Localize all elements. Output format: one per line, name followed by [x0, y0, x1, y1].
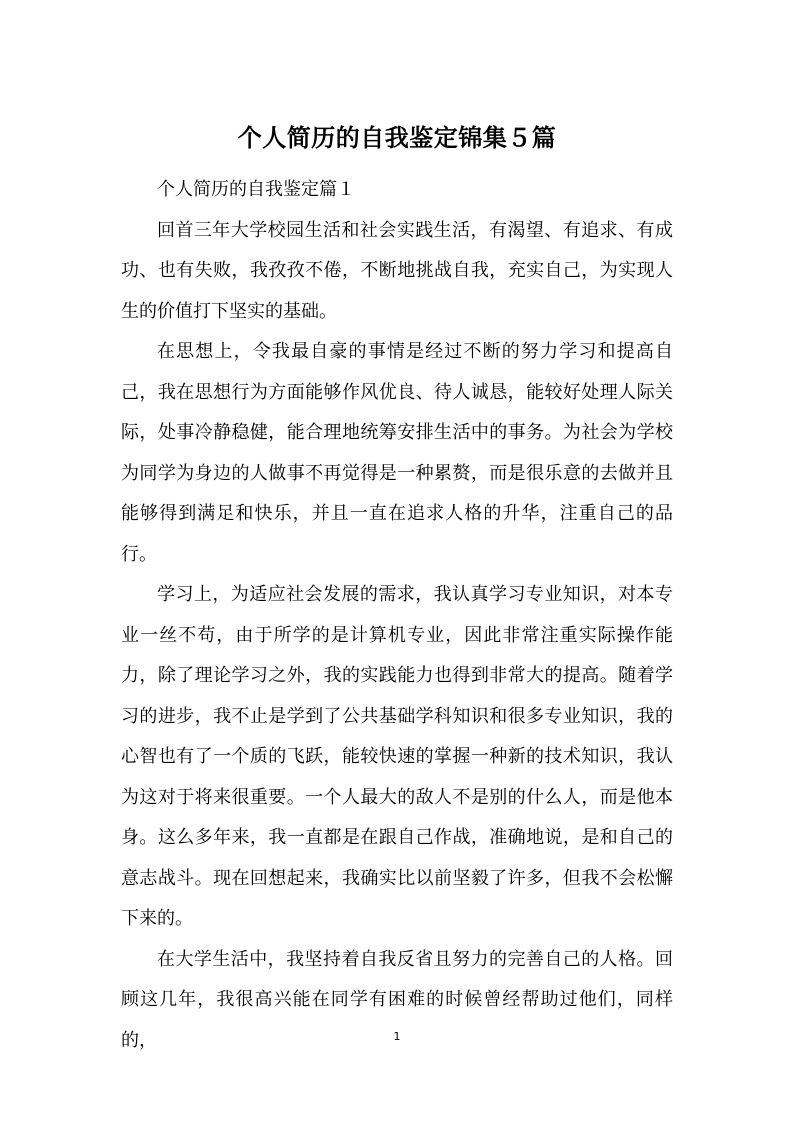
- section-heading: 个人简历的自我鉴定篇１: [157, 179, 355, 200]
- paragraph-3: 学习上，为适应社会发展的需求，我认真学习专业知识，对本专业一丝不苟，由于所学的是计算机专业，因此非常注重实际操作能力，除了理论学习之外，我的实践能力也得到非常大的提高。随着学习的进步，我不止是学到了公共基础学科知识和很多专业知识，我的心智也有了一个质的飞跃，能较快速的掌握一种新的技术知识，我认为这对于将来很重要。一个人最大的敌人不是别的什么人，而是他本身。这么多年来，我一直都是在跟自己作战，准确地说，是和自己的意志战斗。现在回想起来，我确实比以前坚毅了许多，但我不会松懈下来的。: [121, 584, 673, 929]
- paragraph-2: 在思想上，令我最自豪的事情是经过不断的努力学习和提高自己，我在思想行为方面能够作风优良、待人诚恳，能较好处理人际关际，处事冷静稳健，能合理地统筹安排生活中的事务。为社会为学校为同学为身边的人做事不再觉得是一种累赘，而是很乐意的去做并且能够得到满足和快乐，并且一直在追求人格的升华，注重自己的品行。: [121, 341, 673, 565]
- page-number: 1: [393, 1030, 401, 1043]
- document-title: 个人简历的自我鉴定锦集５篇: [237, 124, 557, 152]
- paragraph-1: 回首三年大学校园生活和社会实践生活，有渴望、有追求、有成功、也有失败，我孜孜不倦，不断地挑战自我，充实自己，为实现人生的价值打下坚实的基础。: [121, 219, 673, 322]
- paragraph-4: 在大学生活中，我坚持着自我反省且努力的完善自己的人格。回顾这几年，我很高兴能在同学有困难的时候曾经帮助过他们，同样的，: [121, 948, 673, 1051]
- document-body: [121, 170, 673, 1061]
